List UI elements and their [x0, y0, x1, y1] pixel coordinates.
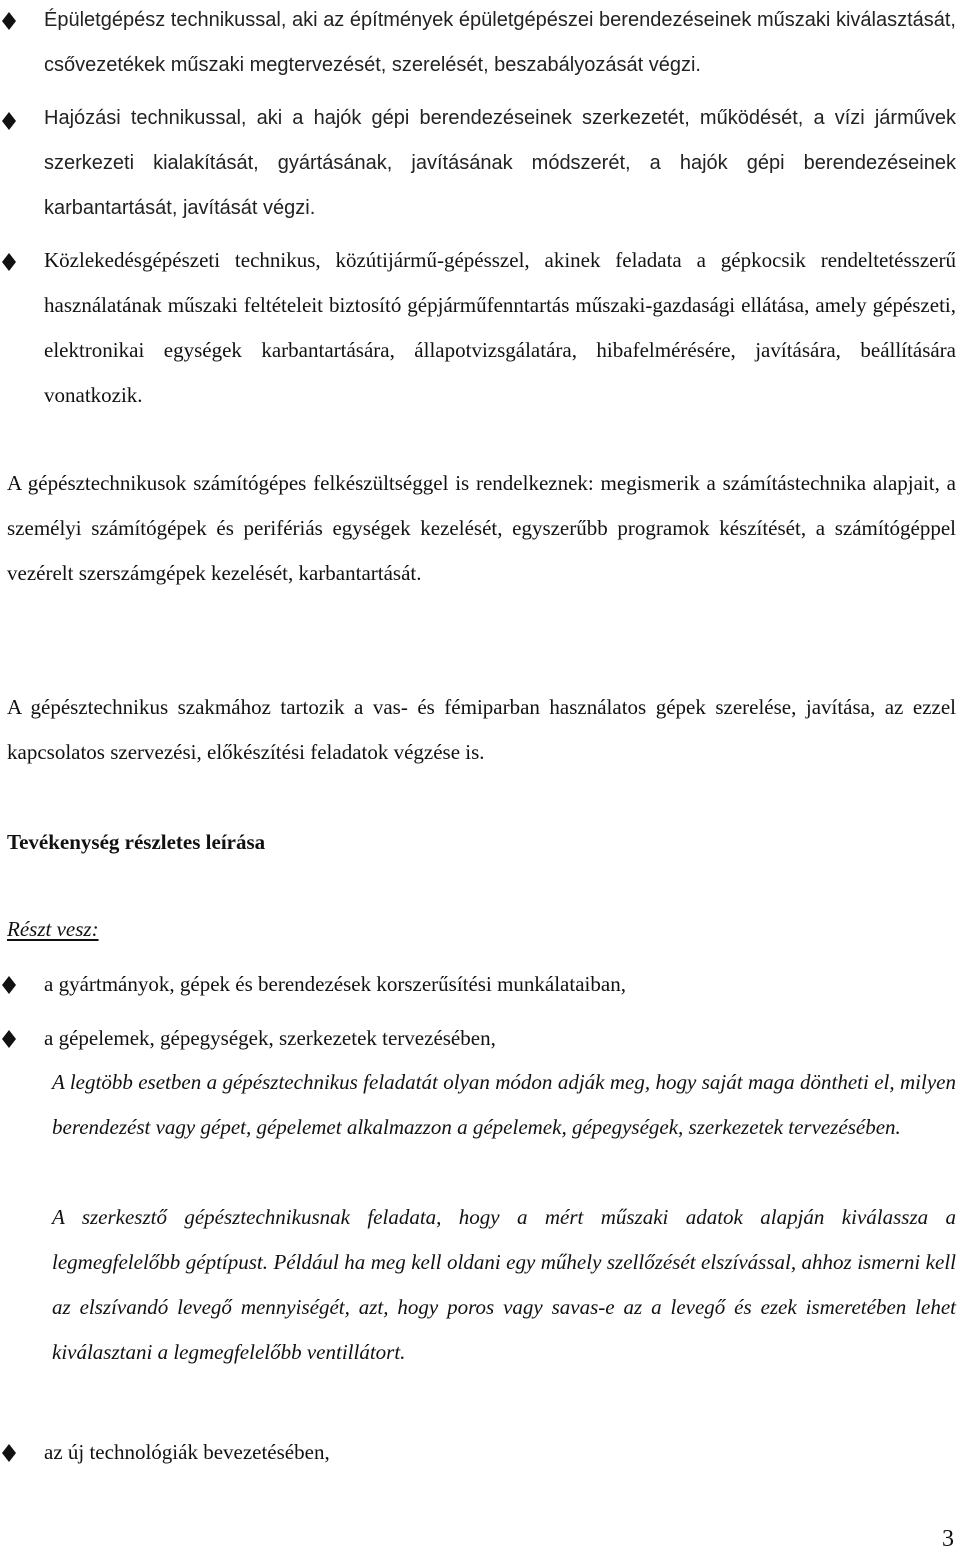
list-item-text: a gyártmányok, gépek és berendezések korszerűsítési munkálataiban, — [44, 972, 626, 996]
diamond-bullet-icon — [2, 112, 16, 130]
italic-note-tervezes: A legtöbb esetben a gépésztechnikus feladatát olyan módon adják meg, hogy saját maga döntheti el, milyen berendezést vagy gépet, gépelemet alkalmazzon a gépelemek, gépegységek, szerkezetek tervezésében. — [52, 1070, 956, 1139]
subheading: Részt vesz: — [7, 917, 99, 941]
list-item-text: Közlekedésgépészeti technikus, közútijármű-gépésszel, akinek feladata a gépkocsik rendeltetésszerű használatának műszaki feltételeit biztosító gépjárműfenntartás műszaki-gazdasági ellátása, amely gépészeti, elektronikai egységek karbantartására, állapotvizsgálatára, hibafelmérésére, javítására, beállítására vonatkozik. — [44, 248, 956, 407]
diamond-bullet-icon — [2, 12, 16, 30]
list-item-text: az új technológiák bevezetésében, — [44, 1440, 330, 1464]
list-item-text: Épületgépész technikussal, aki az építmények épületgépészei berendezéseinek műszaki kiválasztását, csővezetékek műszaki megtervezését, szerelését, beszabályozását végzi. — [44, 9, 956, 76]
section-heading: Tevékenység részletes leírása — [7, 830, 266, 854]
diamond-bullet-icon — [2, 976, 16, 994]
paragraph-szakmahoz: A gépésztechnikus szakmához tartozik a vas- és fémiparban használatos gépek szerelése, javítása, az ezzel kapcsolatos szervezési, előkészítési feladatok végzése is. — [7, 695, 956, 764]
italic-note-szerkeszto: A szerkesztő gépésztechnikusnak feladata, hogy a mért műszaki adatok alapján kiválassza a legmegfelelőbb géptípust. Például ha meg kell oldani egy műhely szellőzését elszívással, ahhoz ismerni kell az elszívandó levegő mennyiségét, azt, hogy poros vagy savas-e az a levegő és ezek ismeretében lehet kiválasztani a legmegfelelőbb ventillátort. — [52, 1205, 956, 1364]
list-item-text: a gépelemek, gépegységek, szerkezetek tervezésében, — [44, 1026, 496, 1050]
diamond-bullet-icon — [2, 1444, 16, 1462]
diamond-bullet-icon — [2, 253, 16, 271]
diamond-bullet-icon — [2, 1030, 16, 1048]
paragraph-szamitogepes: A gépésztechnikusok számítógépes felkészültséggel is rendelkeznek: megismerik a számítástechnika alapjait, a személyi számítógépek és perifériás egységek kezelését, egyszerűbb programok készítését, a számítógéppel vezérelt szerszámgépek kezelését, karbantartását. — [7, 471, 956, 585]
list-item-text: Hajózási technikussal, aki a hajók gépi berendezéseinek szerkezetét, működését, a vízi járművek szerkezeti kialakítását, gyártásának, javításának módszerét, a hajók gépi berendezéseinek karbantartását, javítását végzi. — [44, 107, 956, 219]
page-number: 3 — [942, 1526, 954, 1552]
